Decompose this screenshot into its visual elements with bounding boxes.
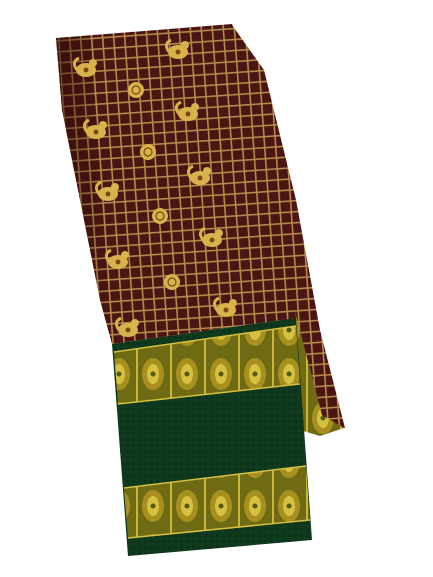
round-motif <box>152 208 168 224</box>
round-motif <box>128 82 144 98</box>
round-motif <box>140 144 156 160</box>
round-motif <box>164 274 180 290</box>
